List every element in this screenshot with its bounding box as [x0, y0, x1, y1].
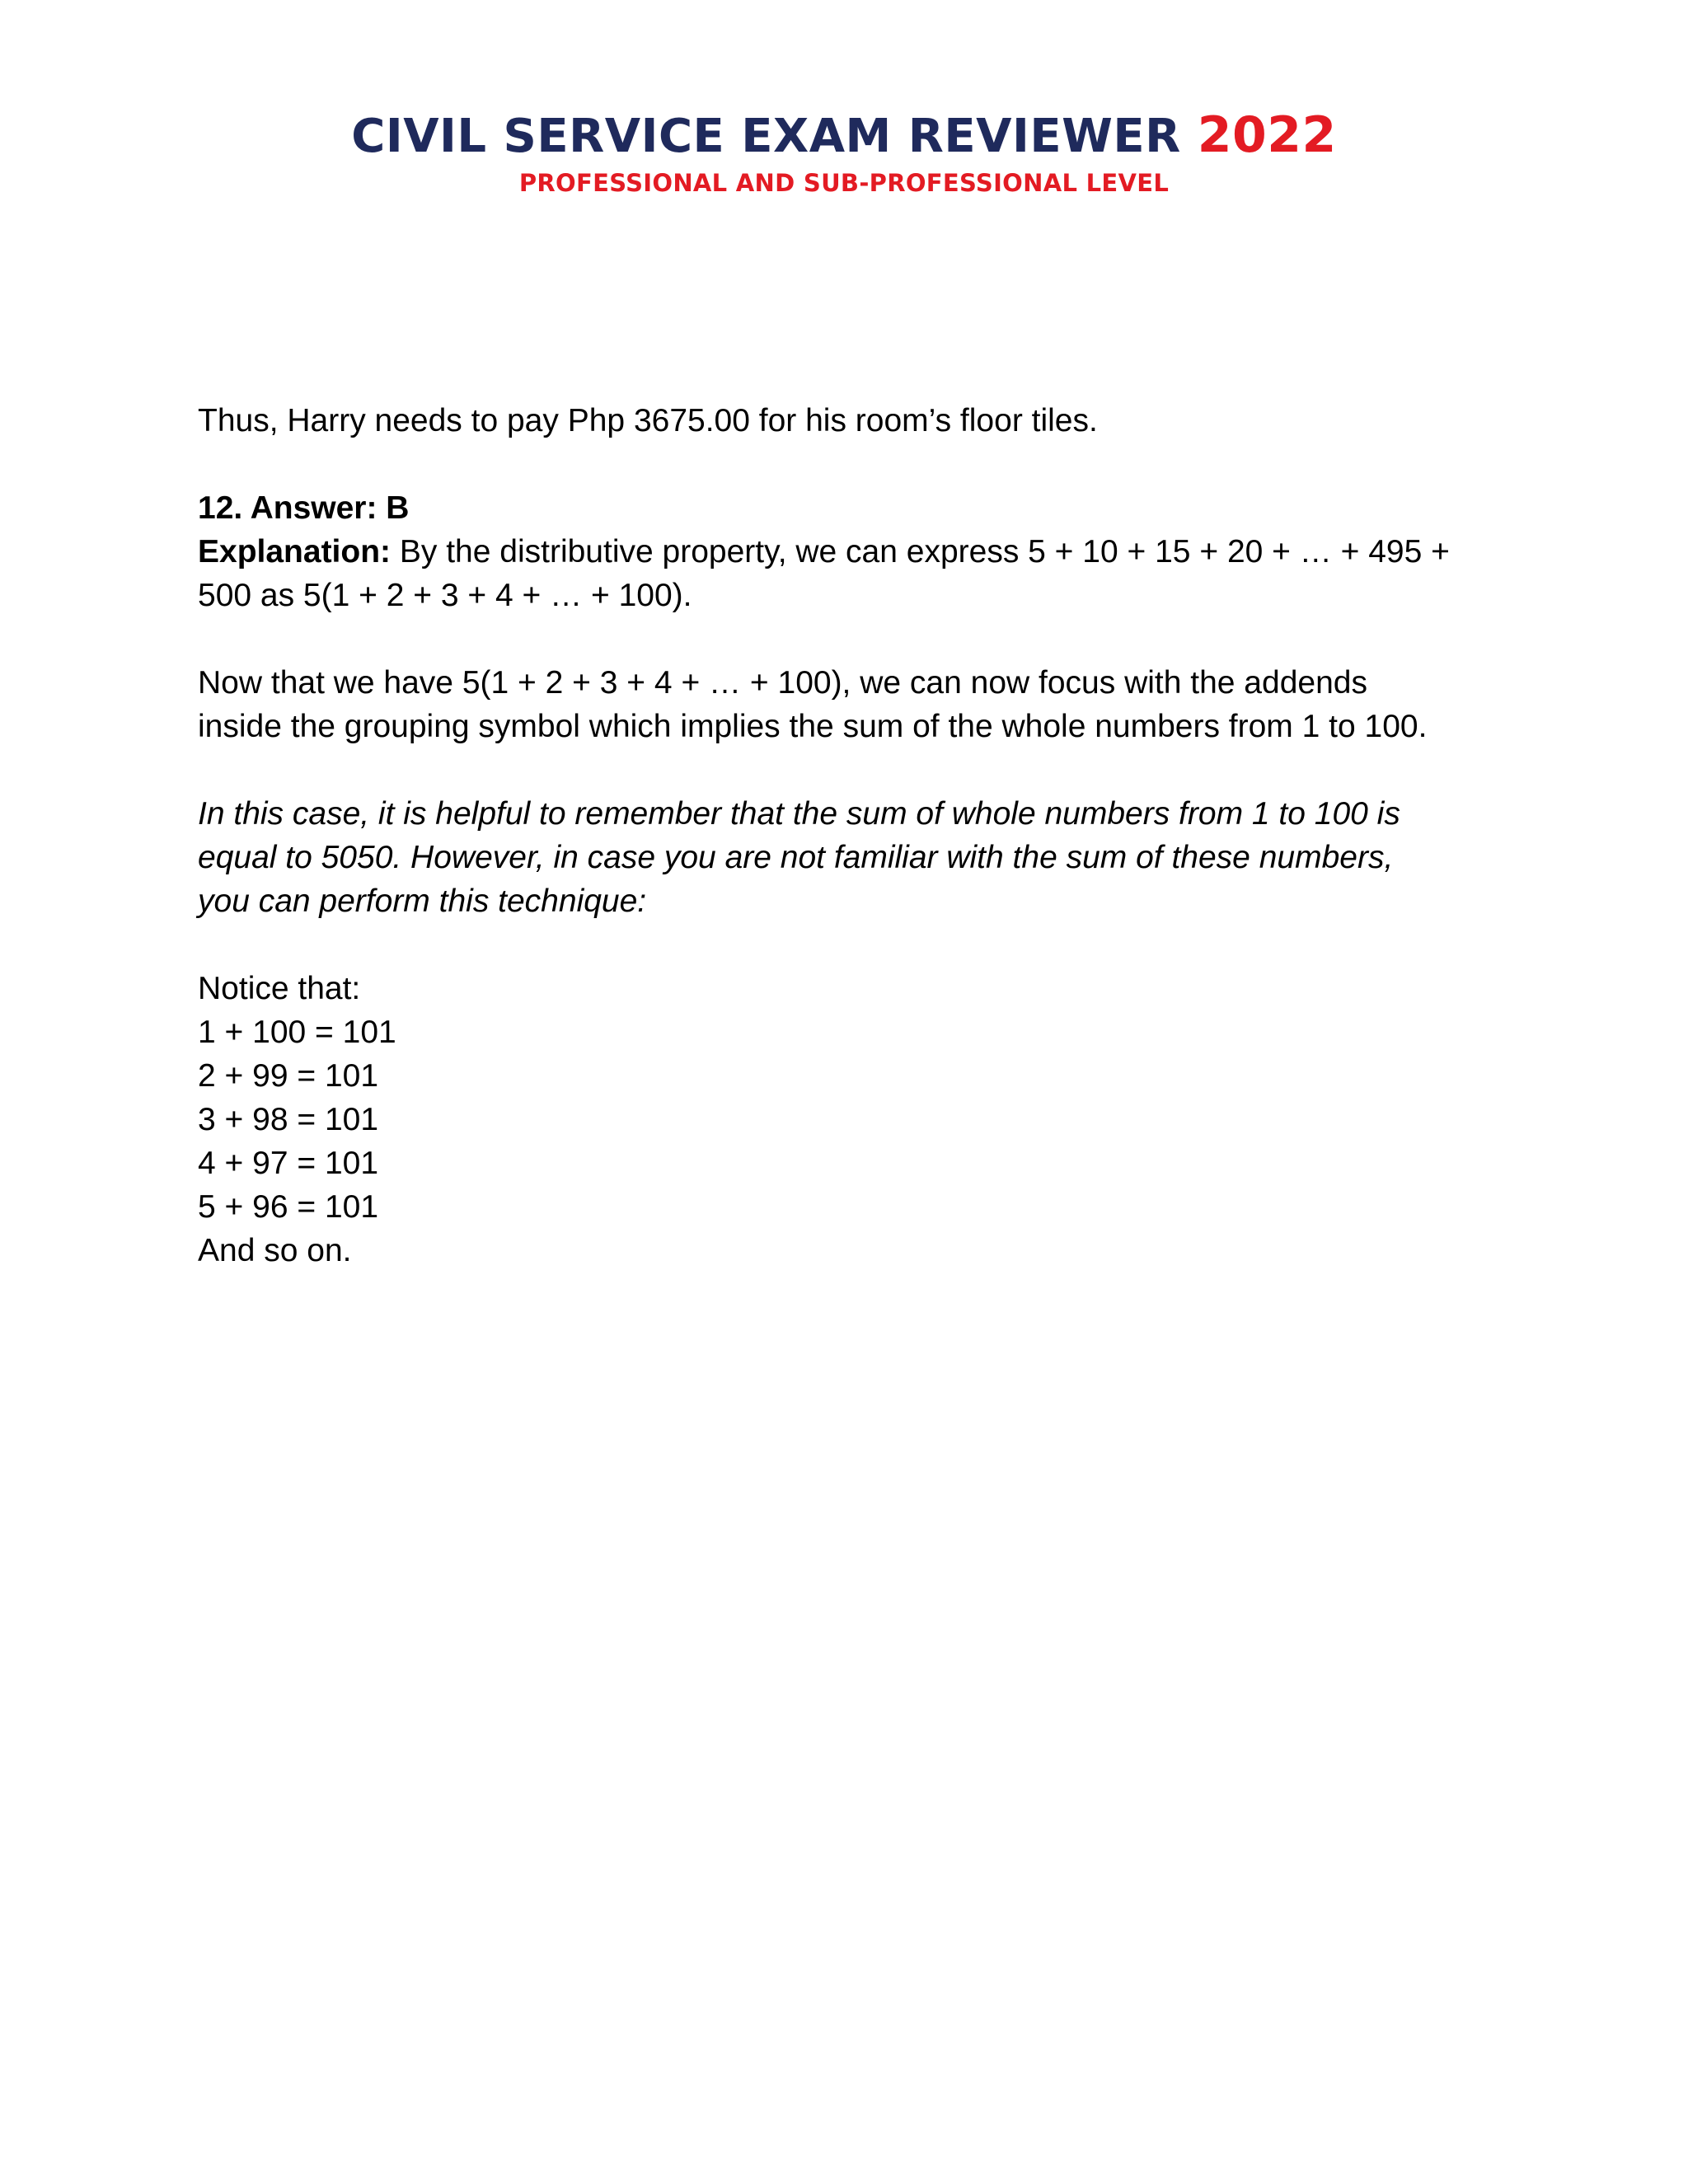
- intro-paragraph: Thus, Harry needs to pay Php 3675.00 for his room’s floor tiles.: [198, 403, 1098, 438]
- header-title-year: 2022: [1197, 106, 1337, 164]
- focus-paragraph: [198, 661, 1500, 748]
- pair-line: 3 + 98 = 101: [198, 1102, 379, 1137]
- notice-label: Notice that:: [198, 971, 361, 1006]
- explanation-paragraph: [198, 530, 1500, 617]
- notice-list: [198, 967, 1500, 1272]
- document-body: [198, 399, 1500, 1272]
- pair-line: 4 + 97 = 101: [198, 1146, 379, 1181]
- page-header: [0, 105, 1688, 199]
- pair-line: 2 + 99 = 101: [198, 1058, 379, 1094]
- header-subtitle: PROFESSIONAL AND SUB-PROFESSIONAL LEVEL: [518, 169, 1170, 197]
- pair-line: 5 + 96 = 101: [198, 1189, 379, 1225]
- header-title-main: CIVIL SERVICE EXAM REVIEWER: [351, 110, 1198, 163]
- pair-line: 1 + 100 = 101: [198, 1015, 396, 1050]
- focus-line: inside the grouping symbol which implies the sum of the whole numbers from 1 to 100.: [198, 709, 1428, 744]
- header-title: [0, 105, 1688, 166]
- answer-heading: 12. Answer: B: [198, 490, 410, 526]
- tip-paragraph: [198, 792, 1500, 923]
- closing-line: And so on.: [198, 1233, 352, 1268]
- focus-line: Now that we have 5(1 + 2 + 3 + 4 + … + 100), we can now focus with the addends: [198, 665, 1367, 701]
- tip-line: equal to 5050. However, in case you are not familiar with the sum of these numbers,: [198, 840, 1394, 875]
- explanation-line: 500 as 5(1 + 2 + 3 + 4 + … + 100).: [198, 578, 692, 613]
- tip-line: you can perform this technique:: [198, 883, 647, 919]
- explanation-label: Explanation:: [198, 534, 392, 569]
- explanation-line: By the distributive property, we can express 5 + 10 + 15 + 20 + … + 495 +: [391, 534, 1450, 569]
- tip-line: In this case, it is helpful to remember that the sum of whole numbers from 1 to 100 is: [198, 796, 1400, 832]
